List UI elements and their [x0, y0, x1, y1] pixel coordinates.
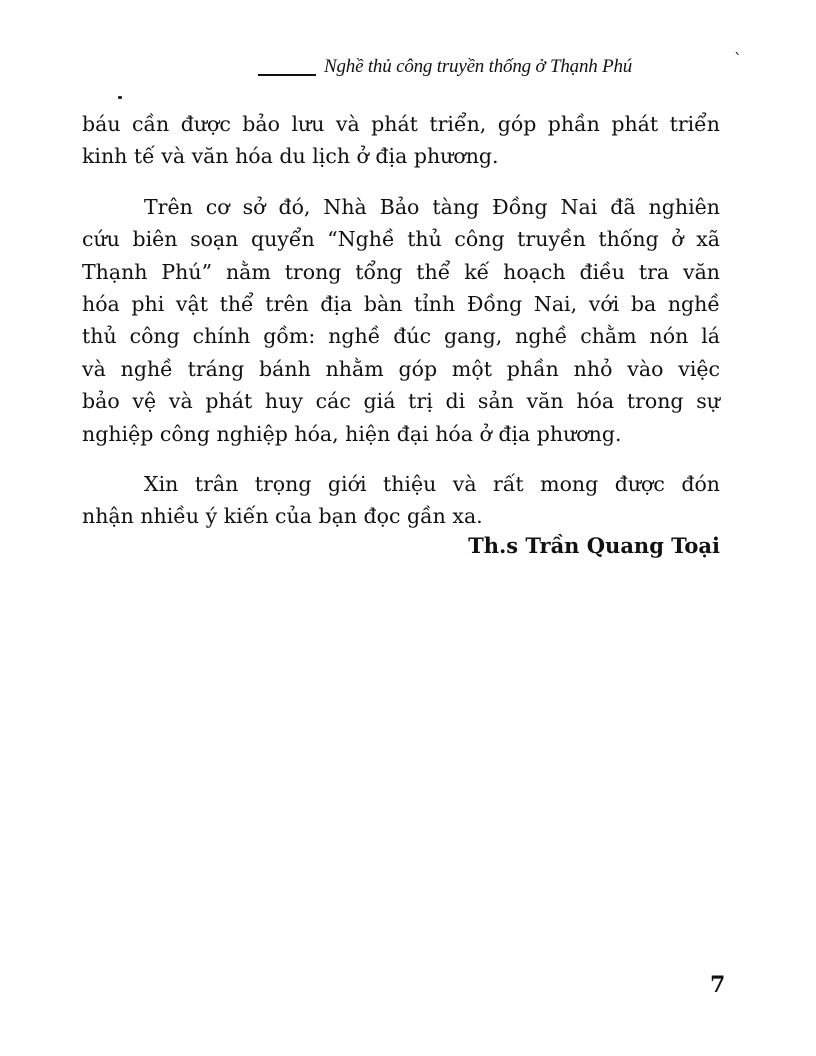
print-speck: [118, 96, 122, 99]
running-title: Nghề thủ công truyền thống ở Thạnh Phú: [324, 56, 633, 77]
text-line: cứu biên soạn quyển “Nghề thủ công truyền thống ở xã: [82, 227, 720, 252]
paragraph-3: [82, 468, 720, 533]
text-line: và nghề tráng bánh nhằm góp một phần nhỏ vào việc: [82, 356, 720, 381]
paragraph-1: [82, 108, 720, 173]
text-line: nhận nhiều ý kiến của bạn đọc gần xa.: [82, 504, 483, 529]
paragraph-gap: [82, 173, 720, 191]
text-line: hóa phi vật thể trên địa bàn tỉnh Đồng Nai, với ba nghề: [82, 291, 720, 316]
text-line: bảo vệ và phát huy các giá trị di sản văn hóa trong sự: [82, 389, 720, 414]
header-rule: [258, 74, 316, 76]
page-number: 7: [710, 972, 726, 998]
text-line: Trên cơ sở đó, Nhà Bảo tàng Đồng Nai đã nghiên: [144, 194, 720, 219]
paragraph-2: [82, 191, 720, 450]
text-line: báu cần được bảo lưu và phát triển, góp phần phát triển: [82, 112, 720, 136]
text-line: thủ công chính gồm: nghề đúc gang, nghề chằm nón lá: [82, 324, 720, 349]
running-header: [258, 50, 742, 84]
header-mark: `: [734, 50, 742, 69]
text-line: kinh tế và văn hóa du lịch ở địa phương.: [82, 144, 499, 169]
paragraph-gap: [82, 450, 720, 468]
body-text: [82, 108, 720, 533]
text-line: Thạnh Phú” nằm trong tổng thể kế hoạch điều tra văn: [82, 259, 720, 284]
text-line: Xin trân trọng giới thiệu và rất mong được đón: [144, 471, 720, 496]
author-signature: Th.s Trần Quang Toại: [468, 533, 720, 558]
text-line: nghiệp công nghiệp hóa, hiện đại hóa ở địa phương.: [82, 421, 622, 446]
